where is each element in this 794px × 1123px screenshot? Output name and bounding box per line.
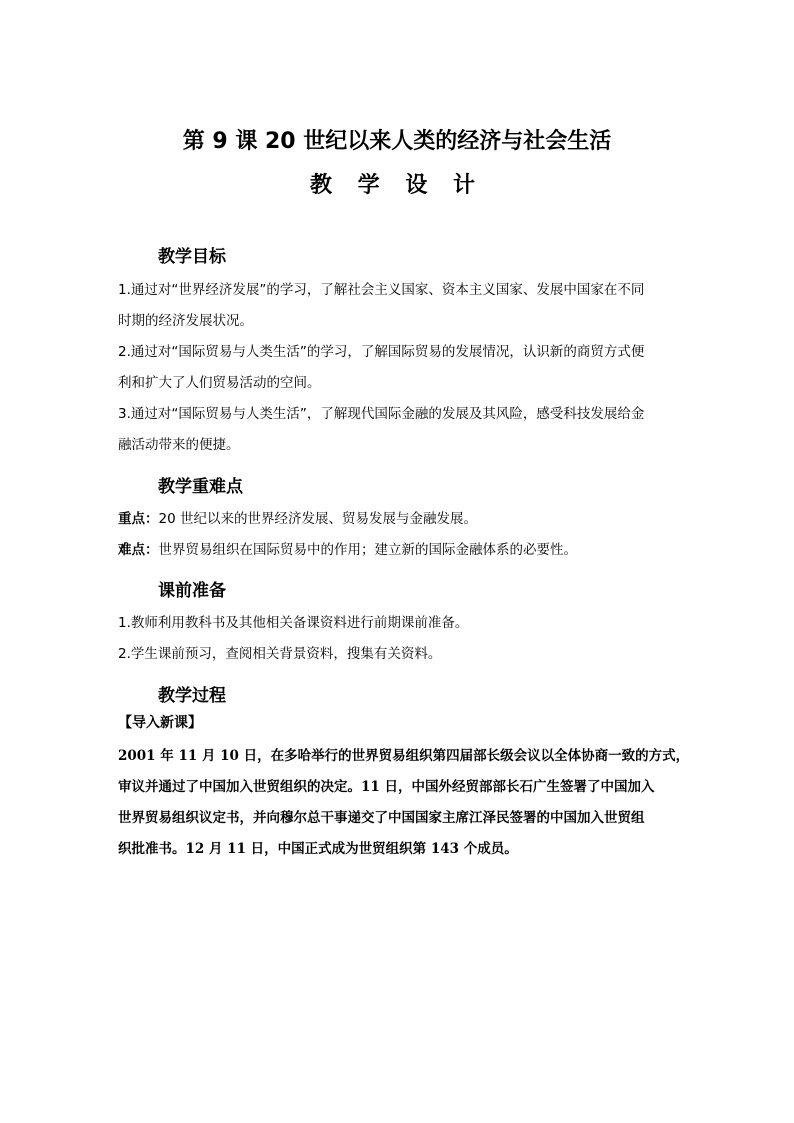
lesson-title: 第 9 课 20 世纪以来人类的经济与社会生活: [182, 129, 612, 154]
process-line: 2001 年 11 月 10 日，在多哈举行的世界贸易组织第四届部长级会议以全体协商一致的方式，: [118, 748, 690, 764]
section-heading-key-points: 教学重难点: [158, 477, 243, 497]
goal-line: 3.通过对“国际贸易与人类生活”，了解现代国际金融的发展及其风险，感受科技发展给金: [118, 406, 645, 422]
difficulty-label: 难点：: [118, 542, 159, 558]
process-line: 织批准书。12 月 11 日，中国正式成为世贸组织第 143 个成员。: [118, 841, 518, 857]
section-heading-preparation: 课前准备: [158, 581, 226, 601]
section-heading-goals: 教学目标: [158, 247, 226, 267]
goal-line: 2.通过对“国际贸易与人类生活”的学习，了解国际贸易的发展情况，认识新的商贸方式便: [118, 344, 645, 360]
section-heading-process: 教学过程: [158, 686, 226, 706]
goal-line: 时期的经济发展状况。: [118, 313, 253, 329]
difficulty-line: [118, 541, 577, 559]
focus-text: 20 世纪以来的世界经济发展、贸易发展与金融发展。: [158, 511, 477, 527]
focus-line: [118, 510, 477, 528]
goal-line: 融活动带来的便捷。: [118, 437, 240, 453]
lesson-subtitle: 教 学 设 计: [310, 173, 484, 198]
goal-line: 1.通过对“世界经济发展”的学习，了解社会主义国家、资本主义国家、发展中国家在不同: [118, 282, 645, 298]
process-line: 世界贸易组织议定书，并向穆尔总干事递交了中国国家主席江泽民签署的中国加入世贸组: [118, 810, 645, 826]
process-line: 审议并通过了中国加入世贸组织的决定。11 日，中国外经贸部部长石广生签署了中国加入: [118, 779, 655, 795]
intro-label: 【导入新课】: [118, 715, 202, 731]
focus-label: 重点：: [118, 511, 159, 527]
difficulty-text: 世界贸易组织在国际贸易中的作用；建立新的国际金融体系的必要性。: [158, 542, 577, 558]
preparation-line: 1.教师利用教科书及其他相关备课资料进行前期课前准备。: [118, 615, 469, 631]
goal-line: 利和扩大了人们贸易活动的空间。: [118, 375, 321, 391]
preparation-line: 2.学生课前预习，查阅相关背景资料，搜集有关资料。: [118, 646, 442, 662]
